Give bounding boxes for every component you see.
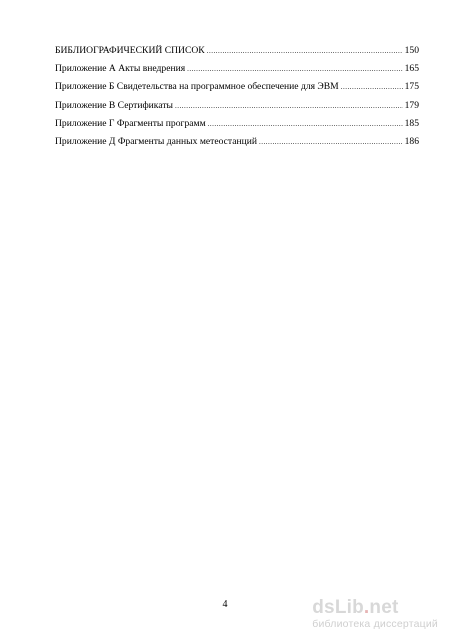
toc-entry-title: Приложение Г Фрагменты программ bbox=[55, 117, 206, 129]
toc-dot-leader bbox=[259, 133, 403, 151]
toc-entry-appendix-b[interactable] bbox=[55, 78, 419, 96]
toc-entry-title: Приложение В Сертификаты bbox=[55, 99, 173, 111]
table-of-contents bbox=[55, 42, 419, 151]
toc-entry-page: 179 bbox=[404, 99, 419, 111]
toc-entry-page: 165 bbox=[404, 63, 419, 75]
toc-entry-title: Приложение Б Свидетельства на программное обеспечение для ЭВМ bbox=[55, 81, 339, 93]
toc-entry-title: Приложение А Акты внедрения bbox=[55, 63, 186, 75]
toc-entry-appendix-a[interactable] bbox=[55, 60, 419, 78]
toc-entry-appendix-d[interactable] bbox=[55, 133, 419, 151]
toc-entry-appendix-v[interactable] bbox=[55, 97, 419, 115]
toc-entry-page: 186 bbox=[404, 135, 419, 147]
watermark-logo-main: dsLib bbox=[312, 596, 364, 618]
toc-dot-leader bbox=[208, 115, 403, 133]
toc-entry-page: 175 bbox=[404, 81, 419, 93]
toc-dot-leader bbox=[207, 42, 403, 60]
watermark-logo-dot: . bbox=[363, 596, 370, 618]
watermark-subtitle: библиотека диссертаций bbox=[312, 617, 438, 630]
toc-entry-title: Приложение Д Фрагменты данных метеостанций bbox=[55, 135, 258, 147]
watermark-logo bbox=[312, 598, 438, 617]
toc-dot-leader bbox=[341, 78, 403, 96]
page-number: 4 bbox=[222, 599, 228, 610]
watermark-logo-tld: net bbox=[369, 596, 399, 618]
toc-dot-leader bbox=[175, 97, 403, 115]
toc-entry-title: БИБЛИОГРАФИЧЕСКИЙ СПИСОК bbox=[55, 45, 205, 56]
toc-entry-appendix-g[interactable] bbox=[55, 115, 419, 133]
toc-entry-page: 150 bbox=[404, 45, 419, 56]
dslib-watermark[interactable] bbox=[312, 598, 438, 630]
toc-entry-bibliography[interactable] bbox=[55, 42, 419, 60]
toc-entry-page: 185 bbox=[404, 117, 419, 129]
toc-dot-leader bbox=[187, 60, 402, 78]
